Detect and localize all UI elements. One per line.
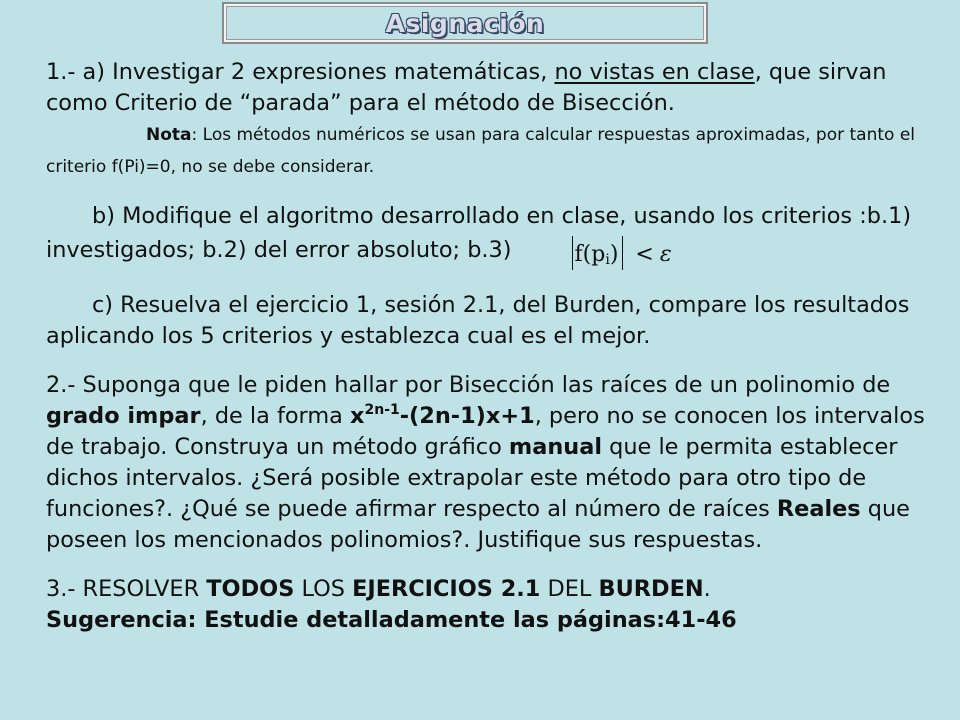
item-3-bold-burden: BURDEN: [598, 576, 704, 602]
polynomial-formula: [350, 403, 535, 429]
formula-close: ): [609, 242, 619, 267]
suggestion: Sugerencia: Estudie detalladamente las páginas:41-46: [46, 607, 737, 633]
item-3-bold-todos: TODOS: [206, 576, 295, 602]
criterion-formula: [524, 236, 672, 276]
formula-epsilon: ε: [659, 242, 672, 267]
item-2-text-2: , de la forma: [200, 403, 351, 429]
item-3-text: 3.- RESOLVER: [46, 576, 207, 602]
item-3-text-2: LOS: [294, 576, 353, 602]
item-2-bold-manual: manual: [508, 434, 603, 460]
item-3: [46, 574, 951, 636]
note: [46, 119, 951, 183]
formula-sub: i: [605, 252, 610, 268]
item-2: [46, 370, 951, 556]
item-2-text-3: , pero no se conocen los intervalos de trabajo. Construya un método gráfico: [46, 403, 925, 460]
formula-lt: <: [635, 242, 654, 267]
item-1a-underlined: no vistas en clase: [554, 59, 755, 85]
item-1a: [46, 57, 951, 119]
item-1b-text: b) Modifique el algoritmo desarrollado en clase, usando los criterios :b.1) investigados; b.2) del error absoluto; b.3): [46, 203, 912, 263]
formula-f: f(p: [574, 242, 606, 267]
note-text: : Los métodos numéricos se usan para calcular respuestas aproximadas, por tanto el criterio f(Pi)=0, no se debe considerar.: [46, 125, 916, 177]
item-1c: c) Resuelva el ejercicio 1, sesión 2.1, del Burden, compare los resultados aplicando los 5 criterios y establezca cual es el mejor.: [46, 292, 910, 349]
formula-rest: -(2n-1)x+1: [399, 403, 535, 429]
item-2-bold-grado: grado impar: [46, 403, 201, 429]
item-2-text: 2.- Suponga que le piden hallar por Bisección las raíces de un polinomio de: [46, 372, 891, 398]
item-1a-text-end: , que sirvan como Criterio de “parada” para el método de Bisección.: [46, 59, 887, 116]
formula-exponent: 2n-1: [364, 402, 400, 418]
item-1b: [46, 201, 951, 272]
page-title: Asignación: [385, 8, 545, 38]
item-1a-text: 1.- a) Investigar 2 expresiones matemáticas,: [46, 59, 555, 85]
item-3-bold-ejercicios: EJERCICIOS 2.1: [352, 576, 541, 602]
item-3-text-3: DEL: [540, 576, 599, 602]
item-2-bold-reales: Reales: [776, 496, 861, 522]
title-box: [222, 2, 708, 44]
item-2-text-4: que le permita establecer dichos intervalos. ¿Será posible extrapolar este método para otro tipo de funciones?. ¿Qué se puede afirmar respecto al número de raíces: [46, 434, 898, 522]
item-3-text-4: .: [703, 576, 711, 602]
formula-x: x: [350, 403, 365, 429]
assignment-content: [46, 57, 951, 636]
note-label: Nota: [146, 125, 192, 145]
item-2-text-5: que poseen los mencionados polinomios?. Justifique sus respuestas.: [46, 496, 910, 553]
